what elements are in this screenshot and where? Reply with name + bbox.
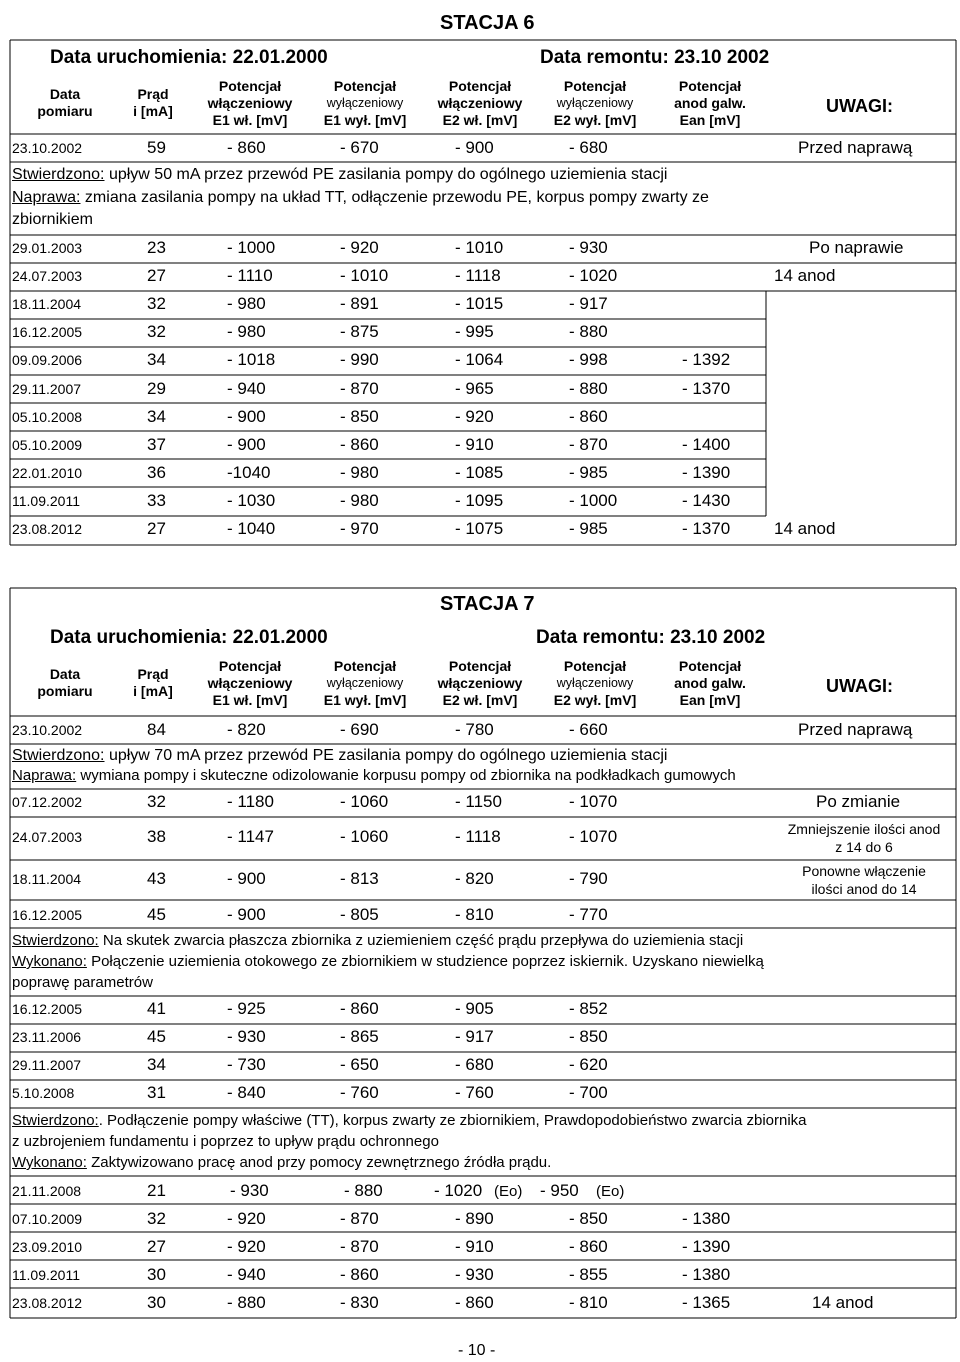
cell-e1wl: - 1147 [227, 827, 274, 846]
hdr7-e2wl-2: włączeniowy [437, 675, 523, 691]
cell-date: 23.10.2002 [12, 722, 83, 738]
cell-e1wl: - 940 [227, 378, 266, 398]
cell-e1wyl: - 870 [340, 378, 379, 398]
hdr7-e1wyl-1: Potencjał [333, 658, 397, 674]
hdr-e1wyl-2: wyłączeniowy [326, 96, 404, 110]
page-number: - 10 - [458, 1342, 496, 1359]
station7-note-found-2: Stwierdzono: Na skutek zwarcia płaszcza zbiornika z uziemieniem część prądu przepływa do uziemienia stacji [12, 932, 744, 949]
cell-date: 23.08.2012 [12, 521, 83, 537]
cell-e2wl: - 890 [455, 1209, 494, 1228]
cell-date: 22.01.2010 [12, 464, 83, 481]
hdr7-e2wyl-3: E2 wył. [mV] [553, 692, 637, 708]
cell-e1wyl: - 970 [340, 519, 379, 538]
cell-e2wyl: - 660 [569, 720, 608, 739]
cell-ean: - 1392 [682, 350, 731, 370]
cell-e2wl: - 965 [455, 378, 494, 398]
table-row [12, 1234, 956, 1262]
hdr-pomiaru: pomiaru [37, 103, 93, 119]
cell-remarks: 14 anod [812, 1293, 874, 1313]
cell-date: 16.12.2005 [12, 907, 83, 923]
hdr7-e1wl-3: E1 wł. [mV] [212, 692, 288, 708]
cell-remarks: Przed naprawą [798, 720, 913, 739]
cell-e1wyl: - 813 [340, 869, 379, 888]
table-row [12, 263, 956, 291]
cell-e2wl: - 1150 [455, 792, 502, 811]
station7-start-date: Data uruchomienia: 22.01.2000 [50, 627, 328, 648]
cell-date: 29.11.2007 [12, 380, 82, 397]
cell-e1wyl: - 1060 [340, 827, 389, 846]
cell-date: 07.12.2002 [12, 794, 83, 810]
hdr7-e1wyl-3: E1 wył. [mV] [323, 692, 407, 708]
table-row [12, 347, 956, 375]
cell-e1wyl: - 865 [340, 1027, 379, 1046]
cell-ean: - 1400 [682, 434, 731, 454]
cell-e2wl: - 1085 [455, 462, 504, 482]
table-row [12, 488, 956, 516]
cell-current: 37 [147, 434, 166, 454]
station7-title: STACJA 7 [440, 593, 535, 615]
cell-date: 23.08.2012 [12, 1295, 83, 1312]
cell-current: 34 [147, 406, 166, 426]
hdr-e1wl-2: włączeniowy [207, 95, 293, 111]
cell-e1wl: - 1030 [227, 490, 276, 510]
hdr-ean-2: anod galw. [674, 95, 746, 111]
cell-e1wyl: - 980 [340, 462, 379, 482]
cell-e2wl-eo: (Eo) [494, 1183, 523, 1200]
table-row [12, 460, 956, 488]
cell-e2wl: - 1020 [434, 1181, 483, 1200]
table-row [12, 235, 956, 263]
hdr7-e2wl-3: E2 wł. [mV] [442, 692, 518, 708]
cell-e1wyl: - 880 [344, 1181, 383, 1200]
hdr7-ean-2: anod galw. [674, 675, 746, 691]
cell-e2wl: - 1118 [455, 266, 501, 286]
cell-date: 05.10.2009 [12, 436, 83, 453]
cell-current: 21 [147, 1181, 166, 1200]
hdr-prad: Prąd [137, 86, 169, 102]
cell-e1wyl: - 830 [340, 1293, 379, 1313]
cell-e2wyl: - 790 [569, 869, 608, 888]
hdr-e1wyl-3: E1 wył. [mV] [323, 112, 407, 128]
cell-current: 33 [147, 490, 166, 510]
cell-e1wyl: - 1010 [340, 266, 389, 286]
cell-e1wl: - 1110 [227, 266, 273, 286]
cell-e2wl: - 810 [455, 905, 494, 924]
station7-note-done: Wykonano: Połączenie uziemienia otokowego ze zbiornikiem w studzience poprzez iskiernik. Uzyskano niewielką [12, 953, 764, 970]
cell-e1wl: - 920 [227, 1209, 266, 1228]
cell-current: 27 [147, 266, 166, 286]
station7-note-found-3: Stwierdzono:. Podłączenie pompy właściwe (TT), korpus zwarty ze zbiornikiem, Prawdopodobieństwo zwarcia zbiornika [12, 1112, 807, 1129]
cell-e2wl: - 860 [455, 1293, 494, 1313]
cell-date: 29.01.2003 [12, 240, 83, 256]
cell-date: 16.12.2005 [12, 324, 83, 341]
station7-note-found-3-cont: z uzbrojeniem fundamentu i poprzez to upływ prądu ochronnego [12, 1133, 439, 1150]
cell-e2wl: - 820 [455, 869, 494, 888]
cell-current: 45 [147, 905, 166, 924]
cell-e2wl: - 680 [455, 1055, 494, 1074]
cell-date: 23.09.2010 [12, 1239, 83, 1256]
cell-e2wl: - 905 [455, 999, 494, 1018]
cell-e1wyl: - 860 [340, 434, 379, 454]
cell-e2wyl: - 852 [569, 999, 608, 1018]
cell-e1wl: - 880 [227, 1293, 266, 1313]
table-row [12, 1080, 956, 1108]
cell-current: 27 [147, 1237, 166, 1257]
cell-e1wl: -1040 [227, 462, 271, 482]
hdr7-e1wl-1: Potencjał [218, 658, 282, 674]
cell-e2wyl: - 620 [569, 1055, 608, 1074]
cell-date: 11.09.2011 [12, 1267, 80, 1284]
cell-e2wl: - 1015 [455, 294, 504, 314]
station6-repair-date: Data remontu: 23.10 2002 [540, 47, 770, 68]
hdr-e2wyl-3: E2 wył. [mV] [553, 112, 637, 128]
hdr-e2wl-2: włączeniowy [437, 95, 523, 111]
hdr-e1wl-1: Potencjał [218, 78, 282, 94]
cell-e1wyl: - 850 [340, 406, 379, 426]
cell-e2wl: - 1010 [455, 238, 504, 257]
cell-e2wyl: - 680 [569, 138, 608, 157]
hdr7-prad: Prąd [137, 666, 169, 682]
cell-current: 30 [147, 1293, 166, 1313]
hdr-e2wyl-2: wyłączeniowy [556, 96, 634, 110]
cell-current: 27 [147, 519, 166, 538]
cell-e1wl: - 900 [227, 406, 266, 426]
cell-e2wyl: - 1070 [569, 792, 618, 811]
cell-current: 31 [147, 1083, 166, 1102]
table-row [12, 319, 956, 347]
table-row [12, 1290, 956, 1318]
cell-e2wl: - 1095 [455, 490, 504, 510]
cell-e1wyl: - 870 [340, 1209, 379, 1228]
cell-current: 29 [147, 378, 166, 398]
cell-e2wyl: - 1070 [569, 827, 618, 846]
cell-e2wyl: - 810 [569, 1293, 608, 1313]
cell-current: 32 [147, 1209, 166, 1228]
cell-e2wl: - 910 [455, 434, 494, 454]
cell-e1wl: - 940 [227, 1265, 266, 1285]
cell-current: 45 [147, 1027, 166, 1046]
hdr7-ean-3: Ean [mV] [679, 692, 741, 708]
cell-date: 24.07.2003 [12, 268, 83, 285]
cell-current: 36 [147, 462, 166, 482]
cell-e1wl: - 980 [227, 322, 266, 342]
cell-ean: - 1380 [682, 1209, 731, 1228]
table-row [12, 404, 956, 432]
cell-e1wyl: - 860 [340, 999, 379, 1018]
cell-e2wyl: - 860 [569, 406, 608, 426]
cell-e1wyl: - 860 [340, 1265, 379, 1285]
hdr7-e2wl-1: Potencjał [448, 658, 512, 674]
cell-e2wyl: - 930 [569, 238, 608, 257]
table-row [12, 432, 956, 460]
cell-date: 11.09.2011 [12, 492, 80, 509]
remark-a-line2: z 14 do 6 [835, 839, 893, 855]
cell-date: 18.11.2004 [12, 296, 82, 313]
cell-current: 34 [147, 350, 166, 370]
cell-e1wl: - 1180 [227, 792, 274, 811]
cell-e1wl: - 900 [227, 869, 266, 888]
cell-e2wyl: - 985 [569, 462, 608, 482]
cell-e1wyl: - 920 [340, 238, 379, 257]
hdr-e2wl-3: E2 wł. [mV] [442, 112, 518, 128]
cell-e1wl: - 1018 [227, 350, 276, 370]
cell-e1wyl: - 650 [340, 1055, 379, 1074]
hdr-e1wyl-1: Potencjał [333, 78, 397, 94]
cell-date: 23.10.2002 [12, 140, 83, 156]
table-row [12, 376, 956, 404]
cell-current: 84 [147, 720, 166, 739]
cell-date: 21.11.2008 [12, 1183, 82, 1199]
cell-ean: - 1390 [682, 462, 731, 482]
station6-note-repair-cont: zbiornikiem [12, 211, 93, 228]
cell-e2wyl: - 850 [569, 1209, 608, 1228]
hdr7-e2wyl-1: Potencjał [563, 658, 627, 674]
cell-current: 59 [147, 138, 166, 157]
hdr7-uwagi: UWAGI: [826, 676, 893, 696]
cell-date: 29.11.2007 [12, 1057, 82, 1073]
table-row [12, 1052, 956, 1080]
cell-ean: - 1430 [682, 490, 731, 510]
cell-e2wl: - 930 [455, 1265, 494, 1285]
cell-current: 41 [147, 999, 166, 1018]
cell-e1wyl: - 670 [340, 138, 379, 157]
cell-e1wl: - 1000 [227, 238, 276, 257]
cell-e2wl: - 1075 [455, 519, 504, 538]
station6-title: STACJA 6 [440, 12, 535, 34]
cell-current: 32 [147, 322, 166, 342]
cell-date: 09.09.2006 [12, 352, 83, 369]
cell-e2wl: - 760 [455, 1083, 494, 1102]
cell-e1wyl: - 980 [340, 490, 379, 510]
table-row [12, 902, 956, 930]
table-row [12, 1206, 956, 1234]
cell-e2wl: - 910 [455, 1237, 494, 1257]
cell-e1wl: - 980 [227, 294, 266, 314]
station6-note-found: Stwierdzono: upływ 50 mA przez przewód PE zasilania pompy do ogólnego uziemienia stacji [12, 166, 668, 183]
cell-e1wl: - 840 [227, 1083, 266, 1102]
station7-row-before-repair [12, 717, 956, 745]
cell-current: 32 [147, 792, 166, 811]
cell-remarks: 14 anod [774, 266, 836, 286]
remark-b-line2: ilości anod do 14 [811, 881, 917, 897]
cell-e1wl: - 930 [227, 1027, 266, 1046]
cell-e2wyl: - 880 [569, 322, 608, 342]
cell-current: 32 [147, 294, 166, 314]
cell-e2wyl: - 917 [569, 294, 608, 314]
cell-remarks: Przed naprawą [798, 138, 913, 157]
hdr7-e2wyl-2: wyłączeniowy [556, 676, 634, 690]
station7-note-done-cont: poprawę parametrów [12, 974, 153, 991]
cell-e1wl: - 1040 [227, 519, 276, 538]
table-row [12, 996, 956, 1024]
table-row [12, 1262, 956, 1290]
cell-e1wyl: - 870 [340, 1237, 379, 1257]
cell-e2wl: - 917 [455, 1027, 494, 1046]
cell-remarks: Po zmianie [816, 792, 901, 811]
hdr-e2wl-1: Potencjał [448, 78, 512, 94]
cell-current: 43 [147, 869, 166, 888]
cell-e1wl: - 930 [230, 1181, 269, 1200]
hdr-e2wyl-1: Potencjał [563, 78, 627, 94]
cell-ean: - 1380 [682, 1265, 731, 1285]
cell-date: 23.11.2006 [12, 1029, 82, 1045]
cell-e1wyl: - 1060 [340, 792, 389, 811]
remark-anode-reenable [772, 862, 956, 898]
cell-e1wyl: - 805 [340, 905, 379, 924]
hdr7-data: Data [49, 666, 81, 682]
station7-note-found: Stwierdzono: upływ 70 mA przez przewód PE zasilania pompy do ogólnego uziemienia stacji [12, 747, 668, 764]
hdr7-ean-1: Potencjał [678, 658, 742, 674]
cell-ean: - 1390 [682, 1237, 731, 1257]
station7-repair-date: Data remontu: 23.10 2002 [536, 627, 766, 648]
hdr-e1wl-3: E1 wł. [mV] [212, 112, 288, 128]
hdr-uwagi: UWAGI: [826, 96, 893, 116]
station6-row-before-repair [12, 135, 956, 163]
cell-e2wyl: - 998 [569, 350, 608, 370]
cell-ean: - 1370 [682, 519, 731, 538]
hdr7-e1wl-2: włączeniowy [207, 675, 293, 691]
hdr-ean-3: Ean [mV] [679, 112, 741, 128]
cell-e2wyl: - 770 [569, 905, 608, 924]
cell-remarks: Po naprawie [809, 238, 904, 257]
cell-e1wyl: - 690 [340, 720, 379, 739]
cell-remarks: 14 anod [774, 519, 836, 538]
cell-e2wyl-eo: (Eo) [596, 1183, 625, 1200]
cell-e1wyl: - 891 [340, 294, 379, 314]
cell-ean: - 1370 [682, 378, 731, 398]
cell-e2wyl: - 850 [569, 1027, 608, 1046]
table-row [12, 1024, 956, 1052]
hdr-data: Data [49, 86, 81, 102]
cell-e2wl: - 995 [455, 322, 494, 342]
cell-e2wl: - 1118 [455, 827, 501, 846]
cell-e1wl: - 925 [227, 999, 266, 1018]
station6-start-date: Data uruchomienia: 22.01.2000 [50, 47, 328, 68]
cell-e2wyl: - 860 [569, 1237, 608, 1257]
cell-e1wl: - 820 [227, 720, 266, 739]
cell-ean: - 1365 [682, 1293, 731, 1313]
cell-e2wyl: - 700 [569, 1083, 608, 1102]
table-row [12, 291, 956, 319]
cell-current: 23 [147, 238, 166, 257]
cell-e2wyl: - 950 [540, 1181, 579, 1200]
cell-e1wl: - 920 [227, 1237, 266, 1257]
cell-e2wl: - 780 [455, 720, 494, 739]
cell-e2wyl: - 1000 [569, 490, 618, 510]
cell-date: 07.10.2009 [12, 1211, 83, 1227]
cell-e1wl: - 860 [227, 138, 266, 157]
cell-e2wyl: - 855 [569, 1265, 608, 1285]
cell-date: 16.12.2005 [12, 1001, 83, 1017]
cell-e2wyl: - 870 [569, 434, 608, 454]
cell-date: 5.10.2008 [12, 1085, 75, 1101]
cell-current: 34 [147, 1055, 166, 1074]
remark-a-line1: Zmniejszenie ilości anod [787, 821, 941, 837]
cell-e1wl: - 730 [227, 1055, 266, 1074]
cell-e2wyl: - 1020 [569, 266, 618, 286]
cell-e1wyl: - 990 [340, 350, 379, 370]
remark-anode-reduction [772, 820, 956, 856]
cell-date: 24.07.2003 [12, 829, 83, 845]
cell-date: 05.10.2008 [12, 408, 83, 425]
station7-note-repair: Naprawa: wymiana pompy i skuteczne odizolowanie korpusu pompy od zbiornika na podkładkach gumowych [12, 767, 736, 784]
table-row [12, 516, 956, 544]
remark-b-line1: Ponowne włączenie [802, 863, 926, 879]
table-row [12, 789, 956, 817]
hdr-prad-unit: i [mA] [133, 103, 173, 119]
cell-e2wl: - 900 [455, 138, 494, 157]
hdr-ean-1: Potencjał [678, 78, 742, 94]
cell-current: 38 [147, 827, 166, 846]
cell-e2wl: - 1064 [455, 350, 504, 370]
station7-row-eo [12, 1178, 956, 1206]
cell-date: 18.11.2004 [12, 871, 82, 887]
cell-e1wl: - 900 [227, 905, 266, 924]
hdr7-prad-unit: i [mA] [133, 683, 173, 699]
hdr7-pomiaru: pomiaru [37, 683, 93, 699]
station6-note-repair: Naprawa: zmiana zasilania pompy na układ TT, odłączenie przewodu PE, korpus pompy zwarty ze [12, 189, 709, 206]
cell-e1wyl: - 875 [340, 322, 379, 342]
cell-e1wl: - 900 [227, 434, 266, 454]
cell-current: 30 [147, 1265, 166, 1285]
station7-note-done-2: Wykonano: Zaktywizowano pracę anod przy pomocy zewnętrznego źródła prądu. [12, 1154, 552, 1171]
hdr7-e1wyl-2: wyłączeniowy [326, 676, 404, 690]
cell-e2wyl: - 985 [569, 519, 608, 538]
cell-e1wyl: - 760 [340, 1083, 379, 1102]
cell-e2wl: - 920 [455, 406, 494, 426]
cell-e2wyl: - 880 [569, 378, 608, 398]
